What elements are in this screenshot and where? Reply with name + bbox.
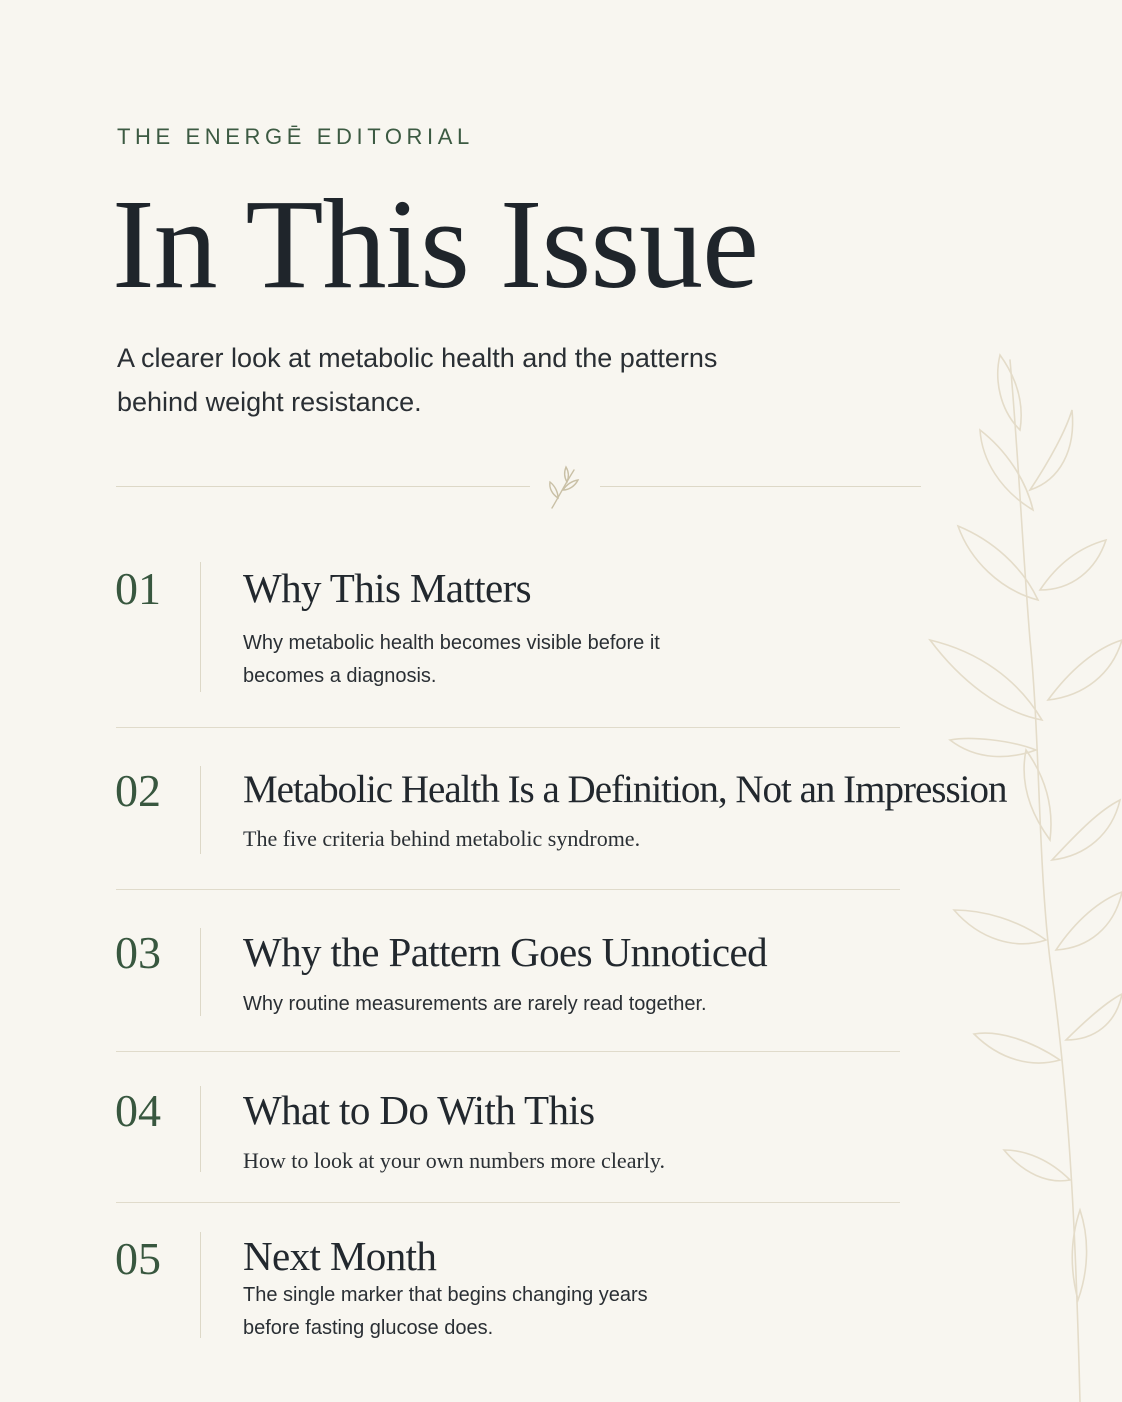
publication-kicker: THE ENERGĒ EDITORIAL xyxy=(117,124,474,149)
page-subtitle: A clearer look at metabolic health and the patterns behind weight resistance. xyxy=(117,343,718,417)
toc-heading: Why the Pattern Goes Unnoticed xyxy=(243,929,767,975)
toc-heading: Why This Matters xyxy=(243,565,531,611)
toc-description: Why metabolic health becomes visible before it becomes a diagnosis. xyxy=(243,632,660,687)
toc-number: 01 xyxy=(115,563,161,614)
toc-number: 03 xyxy=(115,927,161,978)
botanical-branch-illustration xyxy=(900,340,1122,1402)
toc-heading: Next Month xyxy=(243,1233,437,1279)
leaf-sprig-icon xyxy=(544,464,584,512)
toc-heading: What to Do With This xyxy=(243,1087,595,1133)
row-separator xyxy=(116,1051,900,1052)
toc-vertical-rule xyxy=(200,1086,201,1172)
row-separator xyxy=(116,1202,900,1203)
toc-heading: Metabolic Health Is a Definition, Not an Impression xyxy=(243,768,1007,811)
toc-number: 04 xyxy=(115,1085,161,1136)
toc-vertical-rule xyxy=(200,766,201,854)
toc-description: Why routine measurements are rarely read together. xyxy=(243,993,707,1015)
row-separator xyxy=(116,889,900,890)
divider-right xyxy=(600,486,921,487)
row-separator xyxy=(116,727,900,728)
page-title: In This Issue xyxy=(112,173,758,315)
divider-left xyxy=(116,486,530,487)
toc-description: How to look at your own numbers more clearly. xyxy=(243,1148,665,1173)
toc-number: 02 xyxy=(115,765,161,816)
toc-number: 05 xyxy=(115,1233,161,1284)
toc-vertical-rule xyxy=(200,1232,201,1338)
toc-description: The single marker that begins changing years before fasting glucose does. xyxy=(243,1284,648,1339)
toc-vertical-rule xyxy=(200,928,201,1016)
toc-vertical-rule xyxy=(200,562,201,692)
toc-description: The five criteria behind metabolic syndrome. xyxy=(243,826,641,851)
